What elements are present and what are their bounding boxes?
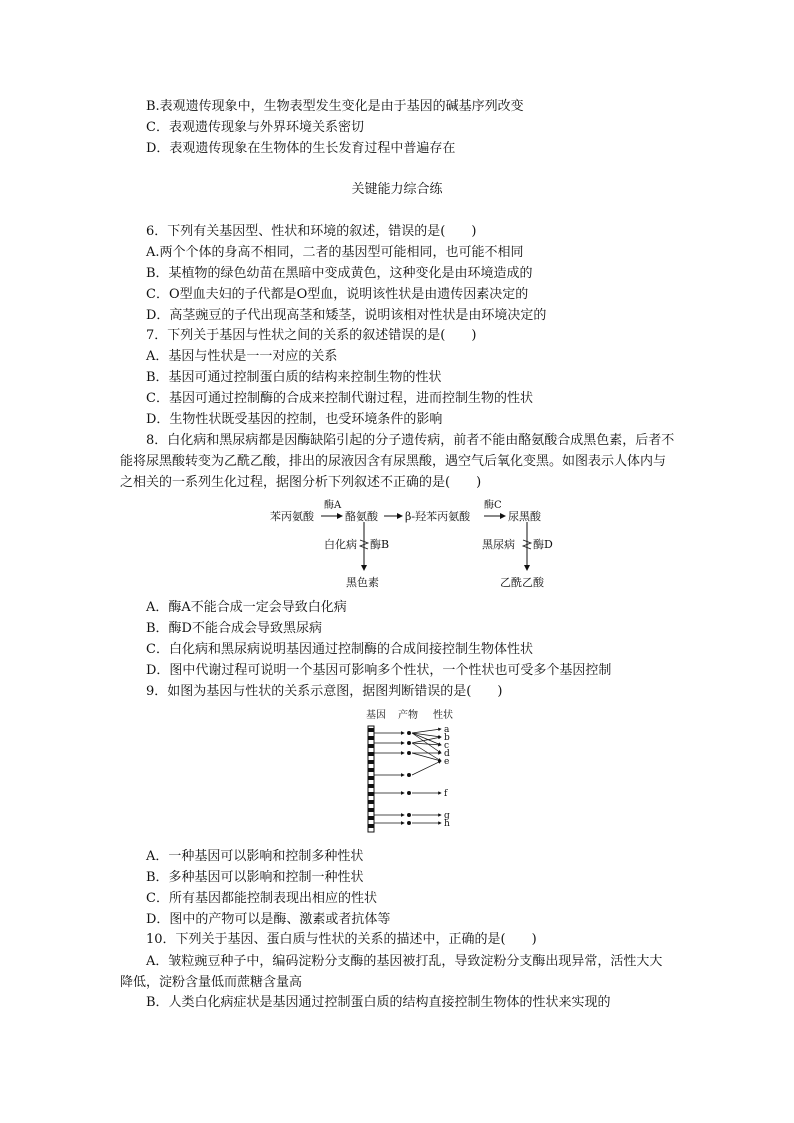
block-mark-d [523, 540, 531, 549]
q6-option-c: C．O型血夫妇的子代都是O型血，说明该性状是由遗传因素决定的 [146, 287, 529, 302]
gene-strip-band [368, 784, 374, 788]
q7-option-a: A．基因与性状是一一对应的关系 [146, 349, 338, 364]
trait-label-h: h [444, 819, 450, 829]
label-alkaptonuria: 黑尿病 [482, 538, 515, 551]
q7-option-c: C．基因可通过控制酶的合成来控制代谢过程，进而控制生物的性状 [146, 391, 533, 406]
q10-option-b: B．人类白化病症状是基因通过控制蛋白质的结构直接控制生物体的性状来实现的 [146, 995, 611, 1010]
gene-strip-band [368, 792, 374, 796]
label-tyrosine: 酪氨酸 [345, 510, 378, 523]
product-to-trait-arrow [412, 753, 441, 761]
trait-label-e: e [444, 757, 450, 767]
label-enzyme-c: 酶C [484, 500, 502, 511]
product-to-trait-arrow [412, 737, 441, 743]
gene-strip-band [368, 760, 374, 764]
metabolism-diagram [260, 496, 560, 592]
header-trait: 性状 [433, 710, 453, 721]
gene-trait-diagram [360, 706, 470, 836]
gene-strip-band [368, 744, 374, 748]
q8-option-d: D．图中代谢过程可说明一个基因可影响多个性状，一个性状也可受多个基因控制 [146, 663, 612, 678]
q7-option-d: D．生物性状既受基因的控制，也受环境条件的影响 [146, 412, 443, 427]
label-phenylalanine: 苯丙氨酸 [270, 510, 314, 523]
gene-strip-band [368, 808, 374, 812]
product-dot [407, 741, 411, 745]
gene-strip-band [368, 776, 374, 780]
gene-strip-band [368, 736, 374, 740]
label-albinism: 白化病 [324, 538, 357, 551]
trait-label-d: d [444, 749, 450, 759]
q6-option-b: B．某植物的绿色幼苗在黑暗中变成黄色，这种变化是由环境造成的 [146, 266, 533, 281]
section-title: 关键能力综合练 [351, 182, 443, 197]
trait-label-b: b [444, 733, 450, 743]
q7-option-b: B．基因可通过控制蛋白质的结构来控制生物的性状 [146, 370, 442, 385]
label-melanin: 黑色素 [346, 576, 379, 589]
product-to-trait-arrow [412, 729, 441, 733]
label-enzyme-b: 酶B [370, 538, 390, 551]
q6-option-d: D．高茎豌豆的子代出现高茎和矮茎，说明该相对性状是由环境决定的 [146, 308, 547, 323]
gene-strip [368, 726, 374, 832]
gene-strip-band [368, 768, 374, 772]
gene-strip-band [368, 824, 374, 828]
q7-stem: 7．下列关于基因与性状之间的关系的叙述错误的是( ) [146, 328, 477, 343]
product-dot [407, 813, 411, 817]
q8-stem: 8．白化病和黑尿病都是因酶缺陷引起的分子遗传病，前者不能由酪氨酸合成黑色素，后者不能将尿黑酸转变为乙酰乙酸，排出的尿液因含有尿黑酸，遇空气后氧化变黑。如图表示人体内与之相关的一系列生化过程，据图分析下列叙述不正确的是( ) [120, 433, 675, 490]
option-b-prev: B.表观遗传现象中，生物表型发生变化是由于基因的碱基序列改变 [146, 99, 524, 114]
q9-option-d: D．图中的产物可以是酶、激素或者抗体等 [146, 912, 391, 927]
product-dot [407, 773, 411, 777]
gene-strip-band [368, 816, 374, 820]
q8-option-b: B．酶D不能合成会导致黑尿病 [146, 621, 322, 636]
gene-strip-band [368, 800, 374, 804]
option-c-prev: C．表观遗传现象与外界环境关系密切 [146, 120, 364, 135]
gene-arrows [374, 729, 441, 825]
q8-option-c: C．白化病和黑尿病说明基因通过控制酶的合成间接控制生物体性状 [146, 642, 533, 657]
q6-stem: 6．下列有关基因型、性状和环境的叙述，错误的是( ) [146, 224, 477, 239]
q10-stem: 10．下列关于基因、蛋白质与性状的关系的描述中，正确的是( ) [146, 932, 537, 947]
block-mark-b [360, 540, 368, 549]
header-product: 产物 [398, 710, 418, 721]
product-dot [407, 791, 411, 795]
q9-stem: 9．如图为基因与性状的关系示意图，据图判断错误的是( ) [146, 684, 503, 699]
trait-label-g: g [444, 811, 450, 821]
label-homogentisic: 尿黑酸 [508, 510, 541, 523]
label-enzyme-d: 酶D [533, 538, 553, 551]
trait-labels [444, 725, 450, 829]
label-hydroxy: β-羟苯丙氨酸 [405, 510, 471, 523]
trait-label-a: a [444, 725, 450, 735]
q6-option-a: A.两个个体的身高不相同，二者的基因型可能相同，也可能不相同 [146, 245, 524, 260]
q9-option-a: A．一种基因可以影响和控制多种性状 [146, 849, 364, 864]
trait-label-f: f [444, 789, 448, 799]
q8-option-a: A．酶A不能合成一定会导致白化病 [146, 600, 347, 615]
product-dot [407, 821, 411, 825]
gene-strip-band [368, 752, 374, 756]
label-enzyme-a: 酶A [324, 500, 342, 511]
product-dot [407, 751, 411, 755]
trait-label-c: c [444, 741, 450, 751]
option-d-prev: D．表观遗传现象在生物体的生长发育过程中普遍存在 [146, 141, 456, 156]
q9-option-b: B．多种基因可以影响和控制一种性状 [146, 870, 364, 885]
header-gene: 基因 [366, 710, 386, 721]
label-acetoacetate: 乙酰乙酸 [500, 576, 544, 589]
q10-option-a: A．皱粒豌豆种子中，编码淀粉分支酶的基因被打乱，导致淀粉分支酶出现异常，活性大大降低，淀粉含量低而蔗糖含量高 [120, 954, 663, 990]
gene-strip-band [368, 728, 374, 732]
q9-option-c: C．所有基因都能控制表现出相应的性状 [146, 891, 377, 906]
product-to-trait-arrow [412, 761, 441, 775]
product-to-trait-arrow [412, 743, 441, 761]
product-dot [407, 731, 411, 735]
